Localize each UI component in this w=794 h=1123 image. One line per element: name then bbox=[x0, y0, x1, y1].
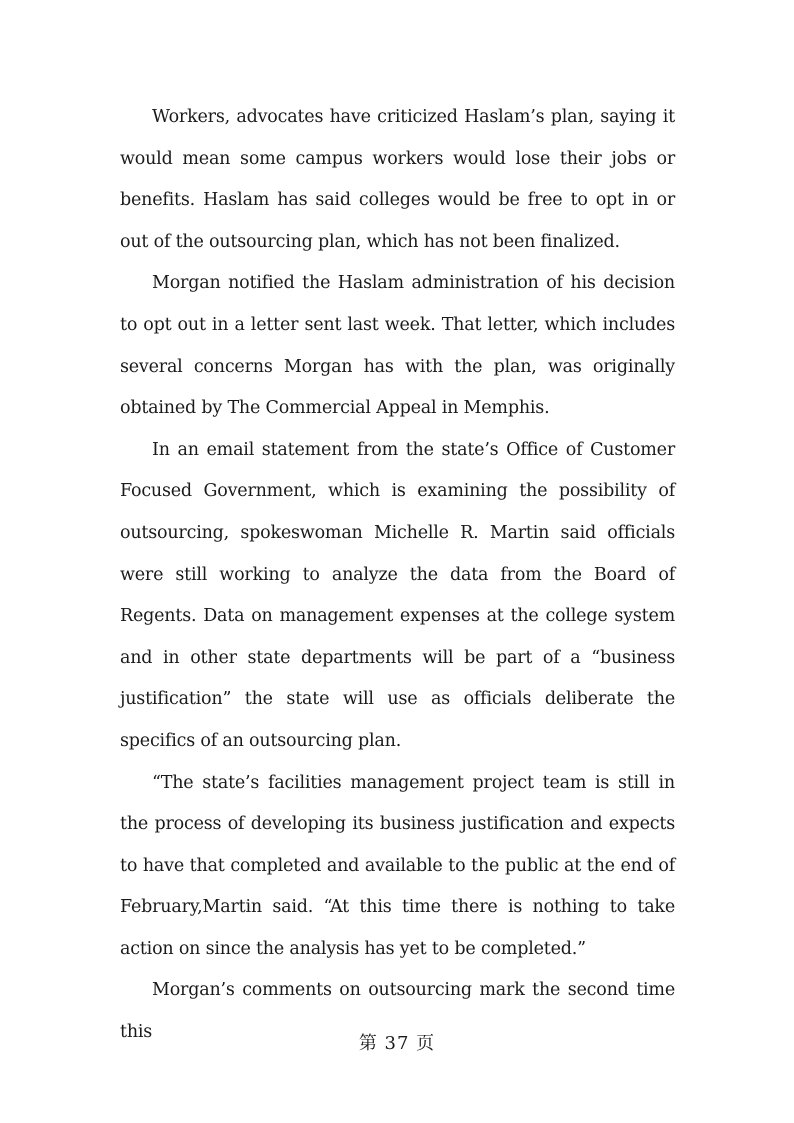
paragraph: Morgan notified the Haslam administration of his decision to opt out in a letter sent last week. That letter, which includes several concerns Morgan has with the plan, was originally obtained by The Commercial Appeal in Memphis. bbox=[120, 273, 675, 419]
paragraph: In an email statement from the state’s Office of Customer Focused Government, which is examining the possibility of outsourcing, spokeswoman Michelle R. Martin said officials were still working to analyze the data from the Board of Regents. Data on management expenses at the college system and in other state departments will be part of a “business justification” the state will use as officials deliberate the specifics of an outsourcing plan. bbox=[120, 439, 675, 751]
page-number: 第 37 页 bbox=[358, 1033, 436, 1054]
paragraph: Morgan’s comments on outsourcing mark the second time this bbox=[120, 980, 675, 1043]
paragraph: Workers, advocates have criticized Haslam’s plan, saying it would mean some campus workers would lose their jobs or benefits. Haslam has said colleges would be free to opt in or out of the outsourcing plan, which has not been finalized. bbox=[120, 107, 675, 252]
paragraph: “The state’s facilities management project team is still in the process of developing its business justification and expects to have that completed and available to the public at the end of February,Martin said. “At this time there is nothing to take action on since the analysis has yet to be completed.” bbox=[120, 772, 675, 959]
body-text bbox=[120, 97, 675, 1054]
